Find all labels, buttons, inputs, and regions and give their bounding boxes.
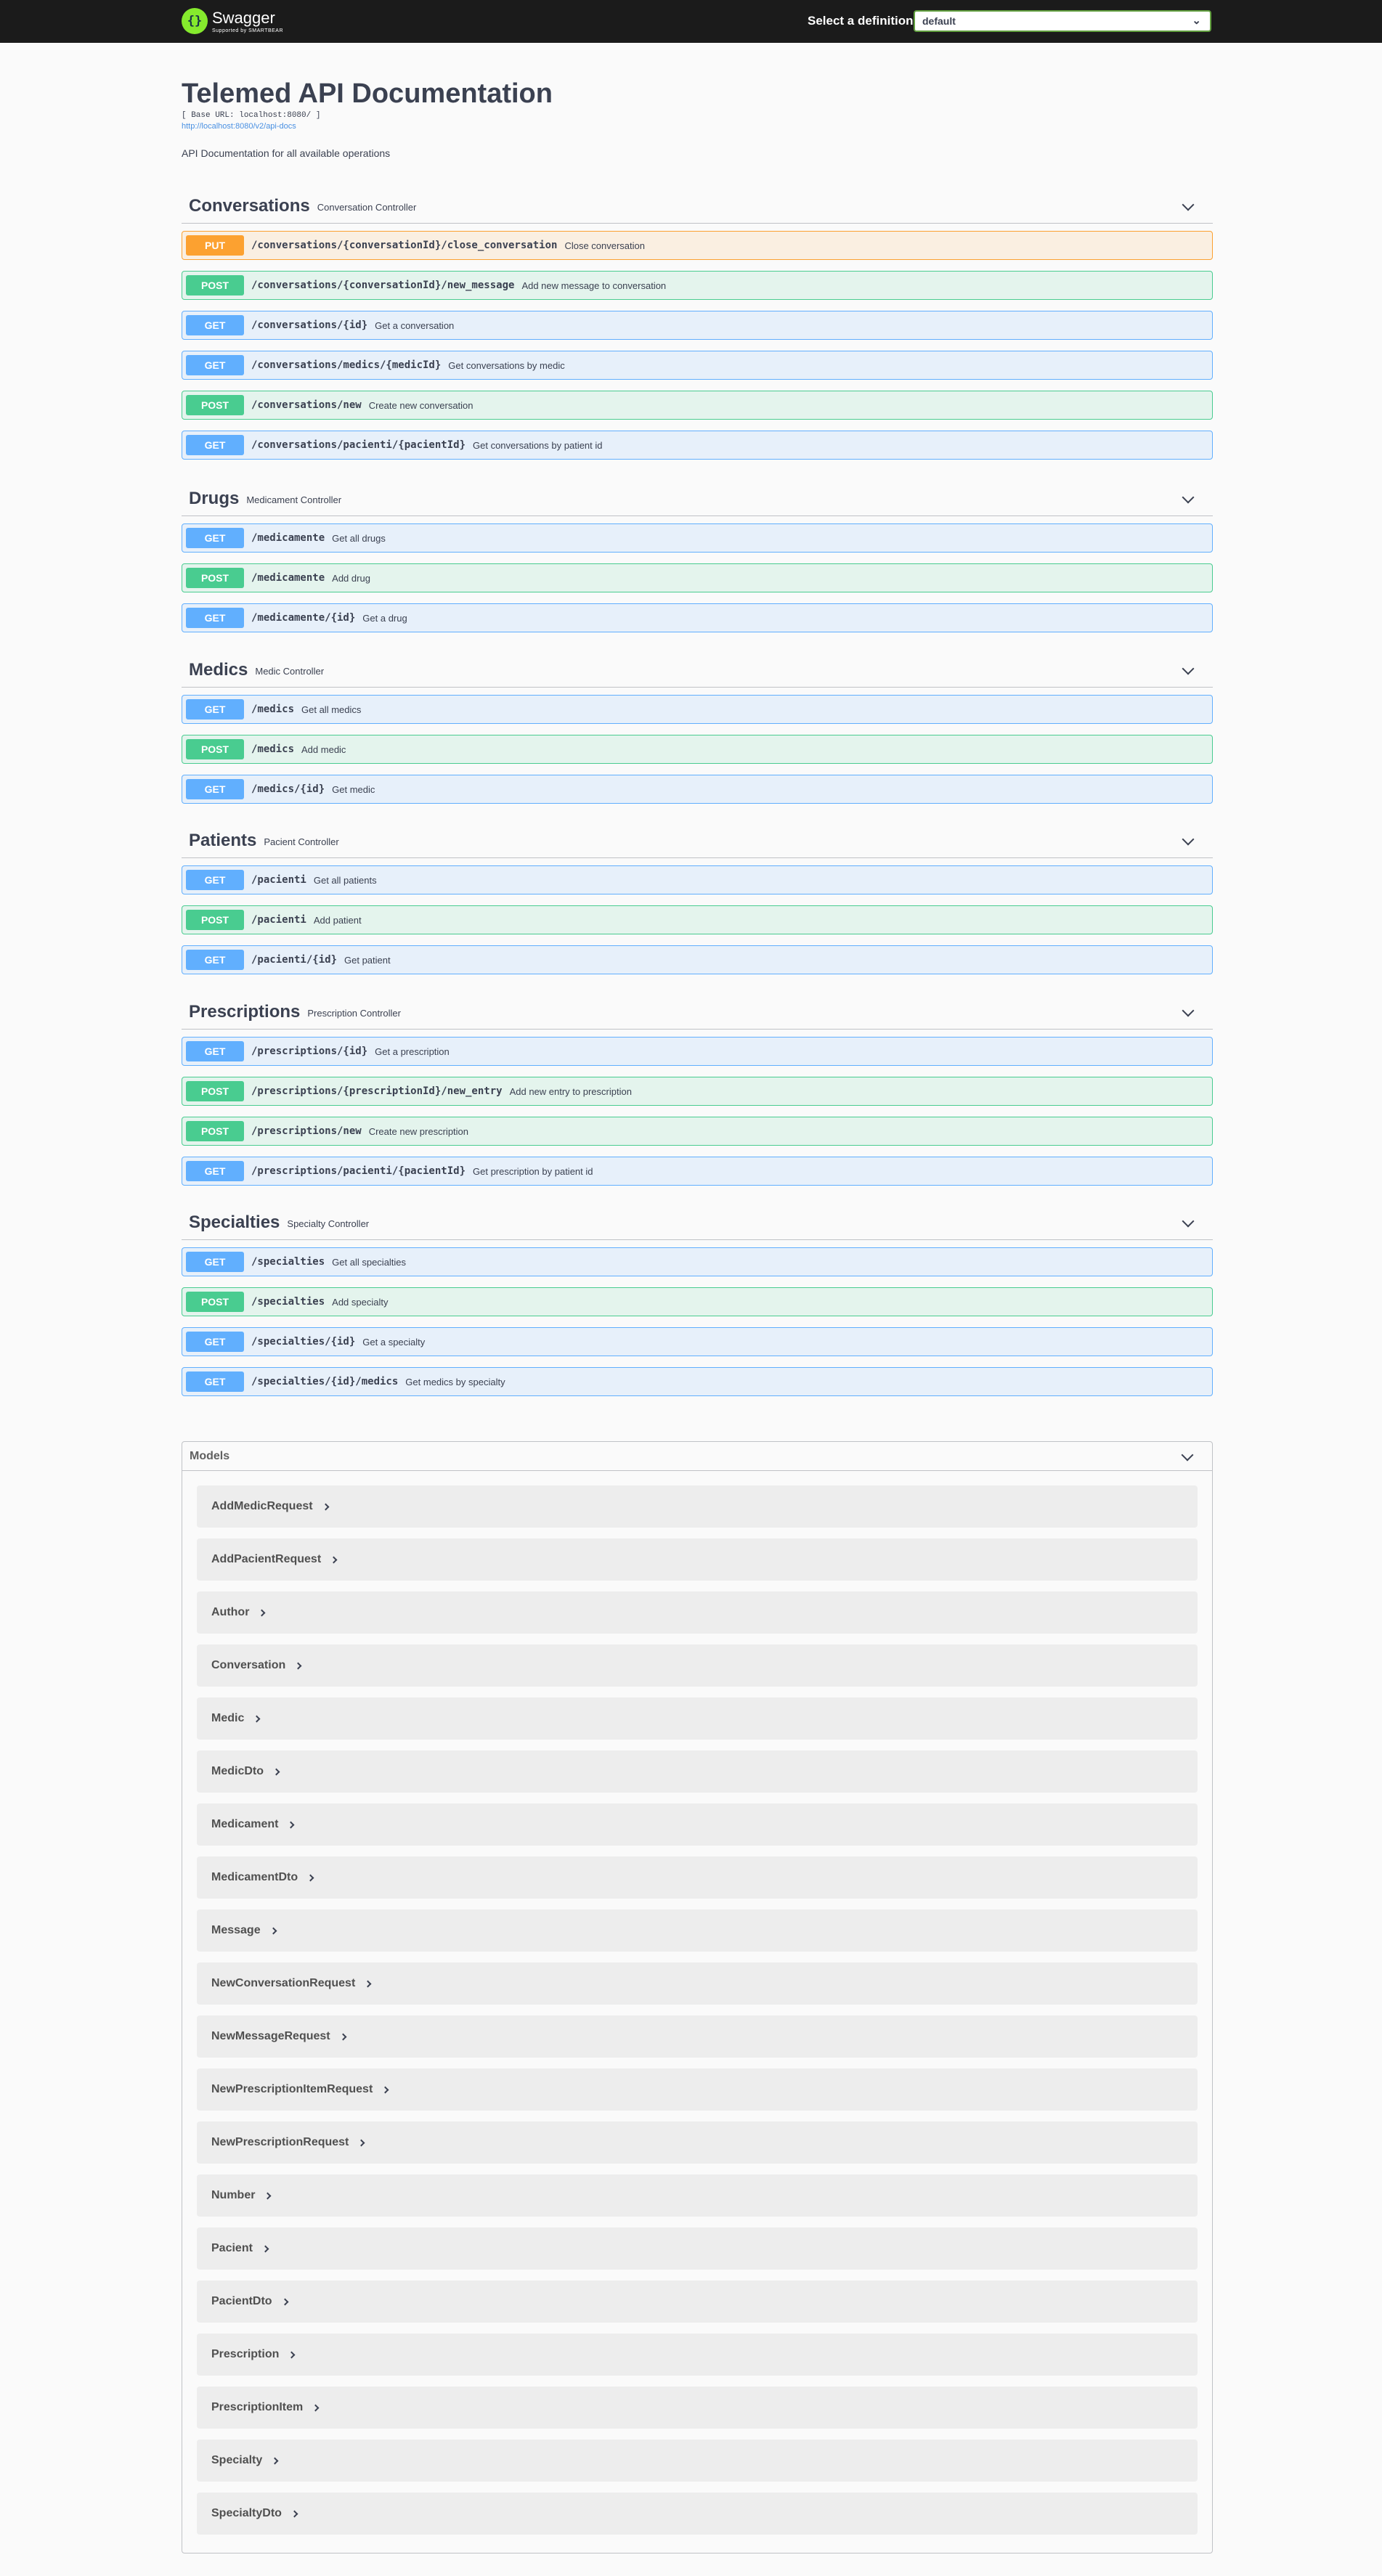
model-name: Specialty (211, 2454, 263, 2466)
method-badge: POST (186, 910, 244, 930)
model-name: Conversation (211, 1659, 286, 1671)
operation-path: /conversations/{conversationId}/close_conversation (251, 240, 558, 251)
definition-select-value: default (922, 15, 956, 27)
operation-summary: Add new entry to prescription (509, 1085, 632, 1097)
model-name: Prescription (211, 2348, 280, 2360)
operation-row[interactable] (182, 905, 1213, 934)
operation-path: /conversations/pacienti/{pacientId} (251, 439, 466, 451)
operation-row[interactable] (182, 1367, 1213, 1396)
chevron-right-icon (288, 2351, 296, 2358)
model-name: NewConversationRequest (211, 1977, 356, 1989)
method-badge: POST (186, 739, 244, 759)
operation-path: /prescriptions/{prescriptionId}/new_entry (251, 1085, 503, 1097)
model-item[interactable] (197, 1697, 1198, 1740)
models-title: Models (190, 1449, 230, 1462)
chevron-right-icon (307, 1874, 314, 1881)
operation-summary: Get conversations by patient id (473, 439, 603, 451)
model-list (182, 1471, 1212, 2535)
operation-row[interactable] (182, 1327, 1213, 1356)
operation-path: /medics/{id} (251, 783, 325, 795)
method-badge: GET (186, 608, 244, 628)
chevron-down-icon (1182, 492, 1195, 504)
operation-row[interactable] (182, 1117, 1213, 1146)
method-badge: PUT (186, 235, 244, 256)
tag-header[interactable] (182, 189, 1213, 224)
method-badge: GET (186, 435, 244, 455)
chevron-right-icon (288, 1821, 295, 1828)
model-item[interactable] (197, 2068, 1198, 2111)
operation-summary: Create new conversation (368, 399, 473, 411)
operations-list (182, 858, 1213, 974)
operation-path: /prescriptions/pacienti/{pacientId} (251, 1165, 466, 1177)
model-name: PacientDto (211, 2295, 272, 2307)
operation-summary: Get medic (332, 783, 375, 795)
method-badge: GET (186, 1371, 244, 1392)
tag-description: Specialty Controller (287, 1218, 370, 1229)
model-name: NewPrescriptionRequest (211, 2136, 349, 2148)
method-badge: GET (186, 870, 244, 890)
base-url: [ Base URL: localhost:8080/ ] (182, 111, 321, 120)
operation-summary: Add medic (301, 743, 346, 755)
model-name: NewPrescriptionItemRequest (211, 2083, 373, 2095)
model-name: MedicDto (211, 1765, 264, 1777)
tag-name: Prescriptions (189, 1001, 301, 1022)
operation-row[interactable] (182, 271, 1213, 300)
models-header[interactable] (182, 1442, 1212, 1471)
tag-section-patients (182, 823, 1213, 985)
chevron-down-icon (1182, 199, 1195, 211)
model-name: Message (211, 1924, 261, 1936)
logo-name: Swagger (212, 8, 275, 27)
operation-row[interactable] (182, 351, 1213, 380)
method-badge: POST (186, 1292, 244, 1312)
api-docs-link[interactable]: http://localhost:8080/v2/api-docs (182, 122, 296, 131)
method-badge: GET (186, 1252, 244, 1272)
tag-description: Medicament Controller (246, 494, 342, 505)
operation-row[interactable] (182, 695, 1213, 724)
tag-section-prescriptions (182, 995, 1213, 1197)
model-item[interactable] (197, 1909, 1198, 1952)
chevron-right-icon (322, 1503, 329, 1510)
model-item[interactable] (197, 1591, 1198, 1634)
operation-path: /specialties (251, 1256, 325, 1268)
chevron-right-icon (365, 1980, 372, 1987)
model-name: Author (211, 1606, 250, 1618)
chevron-right-icon (272, 2457, 279, 2464)
tag-section-conversations (182, 189, 1213, 470)
operation-path: /pacienti/{id} (251, 954, 338, 966)
operation-path: /conversations/{conversationId}/new_message (251, 280, 515, 291)
operation-row[interactable] (182, 231, 1213, 260)
operation-row[interactable] (182, 431, 1213, 460)
operation-row[interactable] (182, 563, 1213, 592)
operation-path: /specialties/{id} (251, 1336, 356, 1348)
model-item[interactable] (197, 1644, 1198, 1687)
model-name: MedicamentDto (211, 1871, 298, 1883)
model-item[interactable] (197, 2334, 1198, 2376)
chevron-right-icon (358, 2139, 365, 2146)
operation-row[interactable] (182, 311, 1213, 340)
model-name: Medicament (211, 1818, 279, 1830)
chevron-right-icon (264, 2192, 272, 2199)
model-item[interactable] (197, 1856, 1198, 1899)
model-item[interactable] (197, 2493, 1198, 2535)
chevron-right-icon (253, 1715, 261, 1722)
tag-section-specialties (182, 1205, 1213, 1407)
operation-row[interactable] (182, 1287, 1213, 1316)
chevron-right-icon (295, 1662, 302, 1669)
swagger-logo[interactable] (182, 7, 283, 36)
operation-summary: Create new prescription (368, 1125, 469, 1137)
operation-row[interactable] (182, 865, 1213, 894)
model-item[interactable] (197, 2281, 1198, 2323)
model-name: Pacient (211, 2242, 253, 2254)
chevron-right-icon (273, 1768, 280, 1775)
definition-label: Select a definition (808, 14, 914, 28)
models-section (182, 1441, 1213, 2553)
operation-row[interactable] (182, 1157, 1213, 1186)
chevron-right-icon (339, 2033, 346, 2040)
method-badge: GET (186, 355, 244, 375)
chevron-right-icon (312, 2404, 320, 2411)
definition-select[interactable] (914, 10, 1211, 32)
model-name: SpecialtyDto (211, 2507, 282, 2519)
chevron-down-icon (1182, 833, 1195, 846)
tag-name: Specialties (189, 1212, 280, 1232)
chevron-right-icon (382, 2086, 389, 2093)
method-badge: GET (186, 1332, 244, 1352)
operation-path: /medicamente (251, 572, 325, 584)
tag-section-drugs (182, 481, 1213, 643)
operation-path: /medics (251, 743, 295, 755)
operations-list (182, 516, 1213, 632)
operation-row[interactable] (182, 945, 1213, 974)
method-badge: GET (186, 315, 244, 335)
chevron-right-icon (261, 2245, 269, 2252)
operation-row[interactable] (182, 391, 1213, 420)
chevron-down-icon (1182, 663, 1195, 675)
operation-summary: Add specialty (332, 1296, 389, 1308)
model-item[interactable] (197, 1803, 1198, 1846)
chevron-down-icon (1182, 1005, 1195, 1017)
operation-summary: Get a prescription (375, 1046, 450, 1057)
method-badge: GET (186, 779, 244, 799)
operation-path: /conversations/medics/{medicId} (251, 359, 442, 371)
chevron-right-icon (290, 2510, 298, 2517)
chevron-right-icon (281, 2298, 288, 2305)
operation-row[interactable] (182, 603, 1213, 632)
operation-path: /medics (251, 704, 295, 715)
operation-path: /specialties (251, 1296, 325, 1308)
operation-row[interactable] (182, 1247, 1213, 1276)
operation-summary: Get a conversation (375, 319, 455, 331)
method-badge: GET (186, 950, 244, 970)
operation-summary: Add drug (332, 572, 370, 584)
chevron-right-icon (259, 1609, 266, 1616)
model-name: NewMessageRequest (211, 2030, 330, 2042)
chevron-down-icon (1182, 1449, 1194, 1462)
method-badge: GET (186, 699, 244, 720)
operation-summary: Get all specialties (332, 1256, 407, 1268)
operation-path: /conversations/new (251, 399, 362, 411)
model-name: Number (211, 2189, 256, 2201)
api-description: API Documentation for all available operations (182, 147, 391, 159)
tag-description: Medic Controller (255, 666, 325, 677)
method-badge: GET (186, 1161, 244, 1181)
operation-summary: Add new message to conversation (521, 280, 667, 291)
chevron-down-icon (1182, 1215, 1195, 1228)
model-item[interactable] (197, 2015, 1198, 2058)
method-badge: GET (186, 528, 244, 548)
model-item[interactable] (197, 2174, 1198, 2217)
operation-path: /prescriptions/{id} (251, 1046, 368, 1057)
operation-summary: Get all drugs (332, 532, 386, 544)
model-name: Medic (211, 1712, 245, 1724)
tag-name: Patients (189, 830, 257, 850)
model-item[interactable] (197, 2121, 1198, 2164)
operation-row[interactable] (182, 1077, 1213, 1106)
operation-row[interactable] (182, 1037, 1213, 1066)
topbar (0, 0, 1382, 43)
operation-row[interactable] (182, 735, 1213, 764)
model-name: AddMedicRequest (211, 1500, 313, 1512)
tag-description: Prescription Controller (307, 1008, 401, 1019)
operation-summary: Get all medics (301, 704, 362, 715)
operations-list (182, 688, 1213, 804)
operation-summary: Get a drug (362, 612, 407, 624)
method-badge: POST (186, 395, 244, 415)
operation-path: /pacienti (251, 914, 306, 926)
operation-path: /conversations/{id} (251, 319, 368, 331)
chevron-right-icon (269, 1927, 277, 1934)
operation-path: /specialties/{id}/medics (251, 1376, 399, 1387)
operation-summary: Get all patients (313, 874, 377, 886)
tag-header[interactable] (182, 823, 1213, 858)
tag-header[interactable] (182, 653, 1213, 688)
operation-summary: Get medics by specialty (405, 1376, 505, 1387)
method-badge: POST (186, 1081, 244, 1101)
operation-path: /medicamente/{id} (251, 612, 356, 624)
method-badge: POST (186, 275, 244, 295)
tag-name: Conversations (189, 195, 310, 216)
operation-summary: Get prescription by patient id (473, 1165, 593, 1177)
swagger-logo-icon: {} (182, 8, 208, 34)
model-item[interactable] (197, 1485, 1198, 1528)
tag-header[interactable] (182, 1205, 1213, 1240)
operation-path: /pacienti (251, 874, 306, 886)
tag-header[interactable] (182, 481, 1213, 516)
operation-summary: Get patient (344, 954, 391, 966)
operation-summary: Get conversations by medic (448, 359, 565, 371)
operations-list (182, 224, 1213, 460)
page-title: Telemed API Documentation (182, 78, 553, 109)
method-badge: GET (186, 1041, 244, 1061)
operation-path: /medicamente (251, 532, 325, 544)
operation-summary: Get a specialty (362, 1336, 426, 1348)
operations-list (182, 1030, 1213, 1186)
operations-list (182, 1240, 1213, 1396)
logo-subtitle: Supported by SMARTBEAR (212, 28, 284, 33)
model-item[interactable] (197, 1962, 1198, 2005)
model-name: PrescriptionItem (211, 2401, 304, 2413)
tag-name: Drugs (189, 488, 240, 508)
model-item[interactable] (197, 2440, 1198, 2482)
tag-description: Pacient Controller (264, 836, 339, 847)
method-badge: POST (186, 1121, 244, 1141)
chevron-down-icon: ⌄ (1192, 15, 1201, 27)
tag-description: Conversation Controller (317, 202, 417, 213)
operation-row[interactable] (182, 775, 1213, 804)
operation-summary: Close conversation (564, 240, 645, 251)
model-item[interactable] (197, 1750, 1198, 1793)
model-item[interactable] (197, 2387, 1198, 2429)
method-badge: POST (186, 568, 244, 588)
model-item[interactable] (197, 2227, 1198, 2270)
operation-row[interactable] (182, 523, 1213, 553)
chevron-right-icon (330, 1556, 338, 1563)
tag-name: Medics (189, 659, 248, 680)
tag-section-medics (182, 653, 1213, 815)
tag-header[interactable] (182, 995, 1213, 1030)
operation-summary: Add patient (313, 914, 362, 926)
operation-path: /prescriptions/new (251, 1125, 362, 1137)
model-name: AddPacientRequest (211, 1553, 322, 1565)
model-item[interactable] (197, 1538, 1198, 1581)
